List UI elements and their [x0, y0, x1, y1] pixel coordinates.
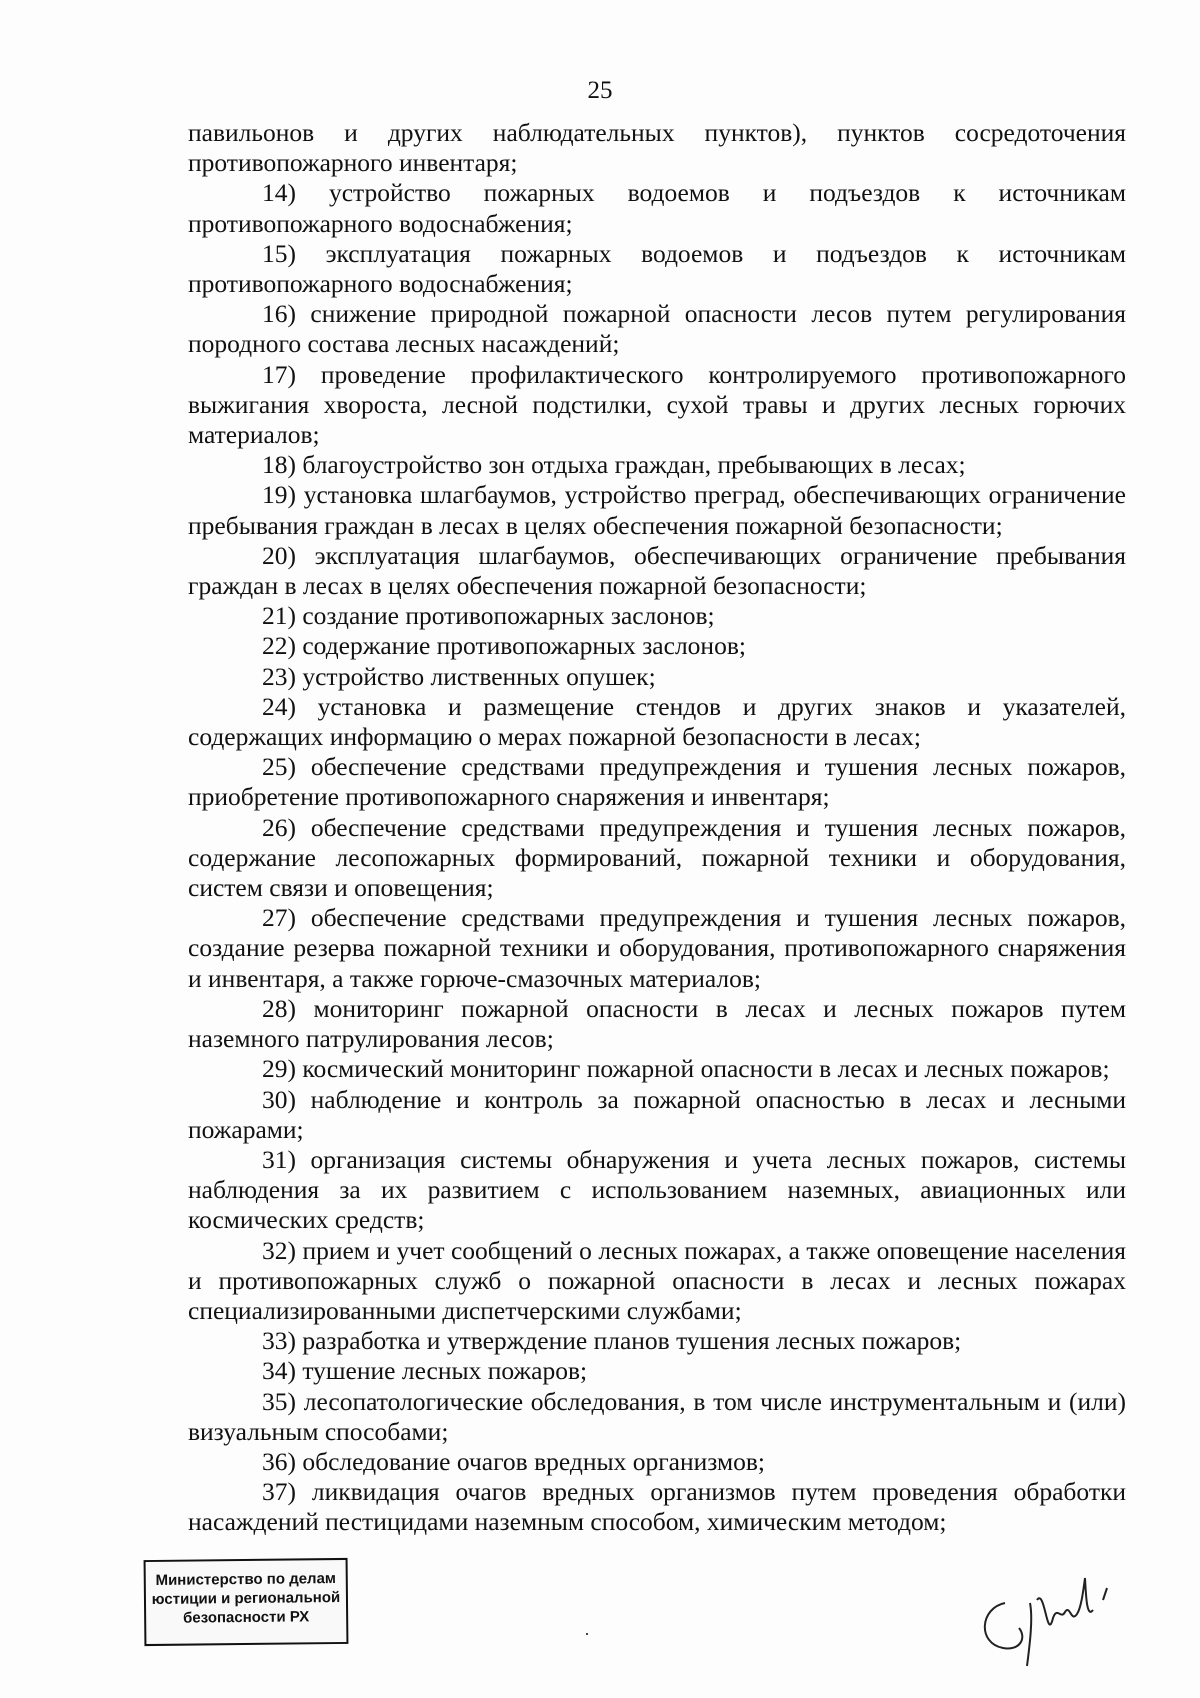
- list-item: 23) устройство лиственных опушек;: [262, 661, 656, 691]
- list-item: 19) установка шлагбаумов, устройство преград, обеспечивающих ограничение пребывания граждан в лесах в целях обеспечения пожарной безопасности;: [188, 480, 1126, 540]
- list-item: 27) обеспечение средствами предупреждения и тушения лесных пожаров, создание резерва пожарной техники и оборудования, противопожарного снаряжения и инвентаря, а также горюче-смазочных материалов;: [188, 903, 1126, 993]
- stamp-line: Министерство по делам: [155, 1570, 337, 1589]
- list-item: 17) проведение профилактического контролируемого противопожарного выжигания хвороста, лесной подстилки, сухой травы и других лесных горючих материалов;: [188, 359, 1126, 450]
- list-item: 31) организация системы обнаружения и учета лесных пожаров, системы наблюдения за их развитием с использованием наземных, авиационных или космических средств;: [188, 1144, 1126, 1235]
- stamp-line: юстиции и региональной: [151, 1589, 341, 1608]
- page-number: 25: [587, 77, 613, 104]
- stamp-line: безопасности РХ: [182, 1608, 310, 1627]
- handwritten-signature: [975, 1548, 1145, 1678]
- list-item: 32) прием и учет сообщений о лесных пожарах, а также оповещение населения и противопожарных служб о пожарной опасности в лесах и лесных пожарах специализированными диспетчерскими службами;: [188, 1235, 1126, 1325]
- list-item: 24) установка и размещение стендов и других знаков и указателей, содержащих информацию о мерах пожарной безопасности в лесах;: [188, 691, 1126, 752]
- list-item: 36) обследование очагов вредных организмов;: [262, 1446, 766, 1476]
- list-item: 29) космический мониторинг пожарной опасности в лесах и лесных пожаров;: [262, 1054, 1110, 1084]
- ministry-stamp: [144, 1558, 349, 1646]
- list-item: 25) обеспечение средствами предупреждения и тушения лесных пожаров, приобретение противопожарного снаряжения и инвентаря;: [188, 752, 1126, 812]
- list-item: 30) наблюдение и контроль за пожарной опасностью в лесах и лесными пожарами;: [188, 1084, 1126, 1144]
- list-item: 15) эксплуатация пожарных водоемов и подъездов к источникам противопожарного водоснабжения;: [188, 238, 1126, 299]
- list-item: 21) создание противопожарных заслонов;: [262, 601, 715, 631]
- list-item: 33) разработка и утверждение планов тушения лесных пожаров;: [262, 1326, 962, 1356]
- list-item: 18) благоустройство зон отдыха граждан, пребывающих в лесах;: [262, 450, 966, 480]
- list-item: 16) снижение природной пожарной опасности лесов путем регулирования породного состава лесных насаждений;: [188, 299, 1126, 359]
- list-item: 28) мониторинг пожарной опасности в лесах и лесных пожаров путем наземного патрулирования лесов;: [188, 993, 1126, 1054]
- document-body: [188, 118, 1126, 1538]
- paragraph: павильонов и других наблюдательных пунктов), пунктов сосредоточения противопожарного инвентаря;: [188, 118, 1126, 178]
- scan-speck: [586, 1633, 588, 1635]
- list-item: 20) эксплуатация шлагбаумов, обеспечивающих ограничение пребывания граждан в лесах в целях обеспечения пожарной безопасности;: [188, 540, 1126, 601]
- list-item: 37) ликвидация очагов вредных организмов путем проведения обработки насаждений пестицидами наземным способом, химическим методом;: [188, 1477, 1126, 1537]
- list-item: 35) лесопатологические обследования, в том числе инструментальным и (или) визуальным способами;: [188, 1386, 1126, 1446]
- list-item: 26) обеспечение средствами предупреждения и тушения лесных пожаров, содержание лесопожарных формирований, пожарной техники и оборудования, систем связи и оповещения;: [188, 812, 1126, 903]
- list-item: 14) устройство пожарных водоемов и подъездов к источникам противопожарного водоснабжения;: [188, 178, 1126, 238]
- list-item: 22) содержание противопожарных заслонов;: [262, 631, 746, 661]
- list-item: 34) тушение лесных пожаров;: [262, 1356, 588, 1386]
